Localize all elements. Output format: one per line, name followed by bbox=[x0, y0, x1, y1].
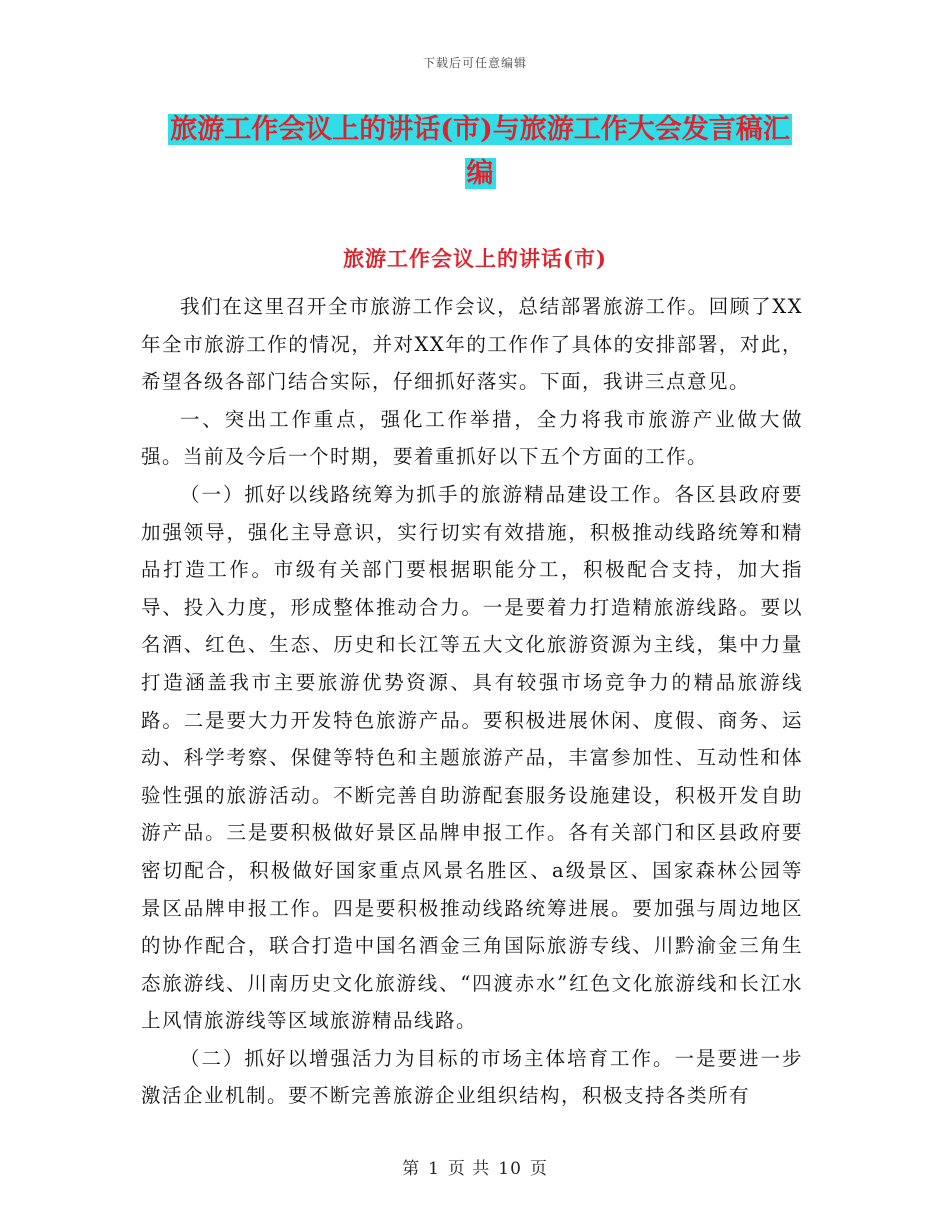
section-title: 旅游工作会议上的讲话(市) bbox=[343, 246, 607, 271]
document-title-line-2: 编 bbox=[466, 158, 494, 189]
total-pages-number: 10 bbox=[498, 1159, 522, 1179]
footer-middle: 页 共 bbox=[447, 1159, 491, 1179]
paragraph: 一、突出工作重点，强化工作举措，全力将我市旅游产业做大做强。当前及今后一个时期，要着重抓好以下五个方面的工作。 bbox=[141, 407, 803, 469]
document-title-line-1: 旅游工作会议上的讲话(市)与旅游工作大会发言稿汇 bbox=[170, 114, 790, 145]
body-text bbox=[141, 288, 803, 1115]
header-note: 下载后可任意编辑 bbox=[422, 56, 527, 70]
current-page-number: 1 bbox=[428, 1159, 440, 1179]
page-footer bbox=[0, 1154, 950, 1179]
paragraph: 我们在这里召开全市旅游工作会议，总结部署旅游工作。回顾了XX年全市旅游工作的情况，并对XX年的工作作了具体的安排部署，对此，希望各级各部门结合实际，仔细抓好落实。下面，我讲三点意见。 bbox=[141, 295, 803, 394]
footer-suffix: 页 bbox=[529, 1159, 548, 1179]
paragraph: （二）抓好以增强活力为目标的市场主体培育工作。一是要进一步激活企业机制。要不断完善旅游企业组织结构，积极支持各类所有 bbox=[141, 1046, 803, 1108]
document-title bbox=[140, 108, 820, 196]
footer-prefix: 第 bbox=[402, 1159, 421, 1179]
paragraph: （一）抓好以线路统筹为抓手的旅游精品建设工作。各区县政府要加强领导，强化主导意识，实行切实有效措施，积极推动线路统筹和精品打造工作。市级有关部门要根据职能分工，积极配合支持，加大指导、投入力度，形成整体推动合力。一是要着力打造精旅游线路。要以名酒、红色、生态、历史和长江等五大文化旅游资源为主线，集中力量打造涵盖我市主要旅游优势资源、具有较强市场竞争力的精品旅游线路。二是要大力开发特色旅游产品。要积极进展休闲、度假、商务、运动、科学考察、保健等特色和主题旅游产品，丰富参加性、互动性和体验性强的旅游活动。不断完善自助游配套服务设施建设，积极开发自助游产品。三是要积极做好景区品牌申报工作。各有关部门和区县政府要密切配合，积极做好国家重点风景名胜区、a级景区、国家森林公园等景区品牌申报工作。四是要积极推动线路统筹进展。要加强与周边地区的协作配合，联合打造中国名酒金三角国际旅游专线、川黔渝金三角生态旅游线、川南历史文化旅游线、“四渡赤水”红色文化旅游线和长江水上风情旅游线等区域旅游精品线路。 bbox=[141, 482, 803, 1033]
